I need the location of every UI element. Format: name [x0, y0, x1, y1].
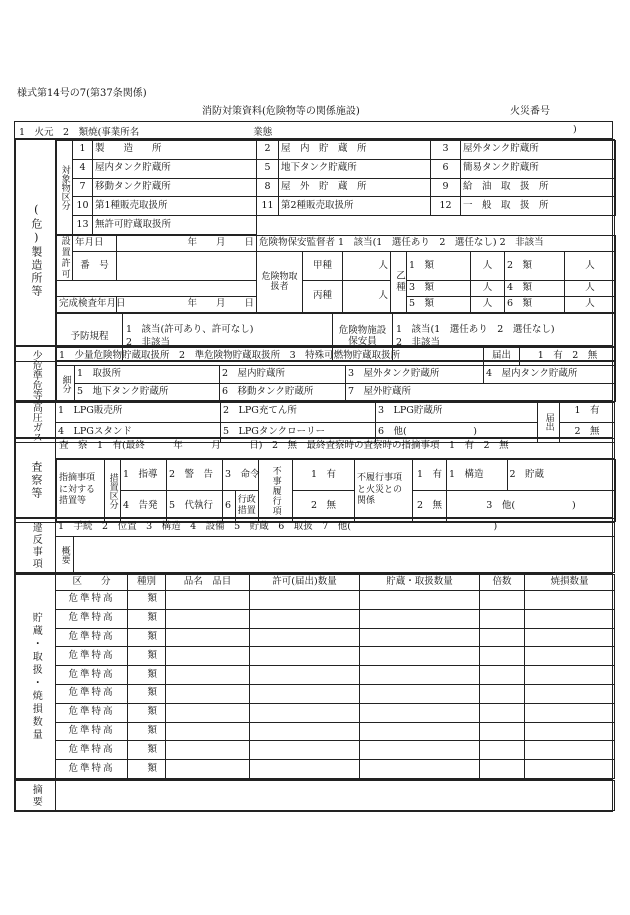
storage-class: 類 [128, 703, 166, 722]
cause-structure: 1 構造 [447, 460, 507, 490]
kou-person: 人 [343, 251, 391, 280]
nonperf-yes: 1 有 [293, 460, 355, 491]
storage-cell[interactable] [480, 666, 525, 685]
storage-cell[interactable] [360, 666, 480, 685]
storage-row [16, 684, 615, 703]
storage-header: 焼損数量 [525, 575, 615, 591]
measure-3: 3 命令 [223, 460, 259, 491]
measure-6: 6 [225, 499, 232, 511]
inspection-row: 査 察 1 有(最終 年 月 日) 2 無 最終査察時の査察時の指摘事項 1 有 2 無 [56, 439, 614, 459]
object-type-name: 屋 内 貯 蔵 所 [279, 141, 431, 160]
storage-header: 種別 [128, 575, 166, 591]
inspection-label: 査察等 [16, 439, 56, 523]
storage-section [14, 573, 613, 780]
storage-cell[interactable] [525, 591, 615, 610]
gas-section [14, 400, 613, 442]
facility-section-label: (危)製造所等 [16, 140, 56, 362]
minor-detail-6: 6 移動タンク貯蔵所 [220, 384, 346, 402]
storage-cell[interactable] [250, 741, 360, 760]
object-type-name: 無許可貯蔵取扱所 [93, 216, 257, 235]
storage-cell[interactable] [480, 609, 525, 628]
storage-header: 貯蔵・取扱数量 [360, 575, 480, 591]
storage-cell[interactable] [250, 647, 360, 666]
object-type-number: 8 [257, 178, 279, 197]
storage-cell[interactable] [480, 760, 525, 779]
origin-close: ) [573, 124, 577, 135]
facility-section [14, 138, 613, 346]
storage-cell[interactable] [480, 703, 525, 722]
handler-label: 危険物取扱者 [257, 251, 303, 312]
storage-cell[interactable] [166, 609, 250, 628]
gas-notice-no: 2 無 [560, 422, 615, 443]
storage-cell[interactable] [360, 609, 480, 628]
permit-spacer [57, 280, 257, 296]
object-type-name: 屋内タンク貯蔵所 [93, 159, 257, 178]
violation-summary-field[interactable] [74, 537, 615, 573]
otsu-2-class: 2 類 [505, 251, 565, 280]
storage-cell[interactable] [480, 722, 525, 741]
storage-cell[interactable] [360, 703, 480, 722]
storage-row [16, 628, 615, 647]
object-type-number: 10 [73, 197, 93, 216]
storage-cell[interactable] [360, 684, 480, 703]
origin-row [14, 121, 613, 139]
storage-cell[interactable] [360, 760, 480, 779]
storage-class: 類 [128, 741, 166, 760]
storage-cell[interactable] [525, 722, 615, 741]
storage-header: 許可(届出)数量 [250, 575, 360, 591]
storage-cell[interactable] [166, 760, 250, 779]
minor-section [14, 345, 613, 401]
otsu-4-person: 人 [565, 280, 616, 296]
storage-cell[interactable] [166, 628, 250, 647]
storage-class: 類 [128, 647, 166, 666]
storage-cell[interactable] [525, 666, 615, 685]
storage-class: 類 [128, 760, 166, 779]
minor-detail-2: 2 屋内貯蔵所 [220, 366, 346, 384]
supervisor-field: 危険物保安監督者 1 該当(1 選任あり 2 選任なし) 2 非該当 [257, 235, 616, 251]
storage-class: 類 [128, 628, 166, 647]
permit-date-value: 年 月 日 [117, 235, 257, 251]
fire-number-label: 火災番号 [510, 106, 550, 117]
storage-row [16, 722, 615, 741]
object-type-number: 1 [73, 141, 93, 160]
minor-type-row: 1 少量危険物貯蔵取扱所 2 準危険物貯蔵取扱所 3 特殊可燃物貯蔵取扱所 [57, 348, 484, 366]
object-type-name: 一 般 取 扱 所 [461, 197, 616, 216]
storage-category: 危準特高 [56, 647, 128, 666]
otsu-3-person: 人 [471, 280, 505, 296]
minor-notice-label: 届出 [484, 348, 520, 366]
object-type-number: 3 [431, 141, 461, 160]
storage-cell[interactable] [525, 684, 615, 703]
object-type-name: 第1種販売取扱所 [93, 197, 257, 216]
storage-category: 危準特高 [56, 628, 128, 647]
measure-label: 指摘事項に対する措置等 [57, 460, 105, 522]
storage-header: 区 分 [56, 575, 128, 591]
object-type-name: 簡易タンク貯蔵所 [461, 159, 616, 178]
storage-cell[interactable] [360, 647, 480, 666]
inspection-date-value: 年 月 日 [117, 296, 257, 312]
minor-detail-1: 1 取扱所 [75, 366, 220, 384]
gas-label: 高圧ガス [16, 402, 56, 443]
otsu-6-class: 6 類 [505, 296, 565, 312]
object-type-blank [257, 216, 616, 235]
storage-class: 類 [128, 722, 166, 741]
storage-cell[interactable] [360, 741, 480, 760]
otsu-1-class: 1 類 [407, 251, 471, 280]
storage-row [16, 647, 615, 666]
prevention-label: 予防規程 [57, 313, 123, 360]
storage-label: 貯蔵・取扱・焼損数量 [16, 575, 56, 779]
gas-item-6: 6 他( ) [376, 422, 538, 443]
otsu-3-class: 3 類 [407, 280, 471, 296]
storage-cell[interactable] [166, 741, 250, 760]
otsu-4-class: 4 類 [505, 280, 565, 296]
storage-cell[interactable] [525, 628, 615, 647]
permit-date-label: 年月日 [73, 235, 117, 251]
origin-text: 1 火元 2 類焼(事業所名 業態 [19, 127, 273, 138]
storage-row [16, 609, 615, 628]
object-type-number: 2 [257, 141, 279, 160]
otsu-2-person: 人 [565, 251, 616, 280]
storage-cell[interactable] [250, 722, 360, 741]
relation-yes: 1 有 [413, 460, 447, 491]
nonperf-label: 不事履行項 [259, 460, 293, 522]
storage-row [16, 741, 615, 760]
storage-row [16, 703, 615, 722]
gas-item-3: 3 LPG貯蔵所 [376, 402, 538, 423]
violation-items: 1 手続 2 位置 3 構造 4 設備 5 貯蔵 6 取扱 7 他( ) [56, 519, 615, 537]
minor-detail-3: 3 屋外タンク貯蔵所 [346, 366, 484, 384]
storage-cell[interactable] [360, 591, 480, 610]
object-type-number: 11 [257, 197, 279, 216]
object-type-number: 7 [73, 178, 93, 197]
storage-category: 危準特高 [56, 591, 128, 610]
object-type-name: 移動タンク貯蔵所 [93, 178, 257, 197]
storage-cell[interactable] [250, 628, 360, 647]
gas-item-4: 4 LPGスタンド [56, 422, 221, 443]
measure-1: 1 指導 [121, 460, 167, 491]
object-type-number: 12 [431, 197, 461, 216]
object-type-number: 4 [73, 159, 93, 178]
facility-staff-option-1: 1 該当(1 選任あり 2 選任なし) [396, 324, 555, 336]
inspection-date-label: 完成検査年月日 [57, 296, 117, 312]
minor-label: 少危準危等 [16, 347, 56, 403]
violation-summary-label: 概要 [56, 537, 74, 573]
gas-item-1: 1 LPG販売所 [56, 402, 221, 423]
storage-category: 危準特高 [56, 741, 128, 760]
otsu-5-person: 人 [471, 296, 505, 312]
storage-category: 危準特高 [56, 666, 128, 685]
storage-cell[interactable] [166, 684, 250, 703]
object-type-number: 9 [431, 178, 461, 197]
object-type-number: 6 [431, 159, 461, 178]
minor-detail-4: 4 屋内タンク貯蔵所 [484, 366, 616, 384]
storage-row [16, 666, 615, 685]
storage-cell[interactable] [250, 760, 360, 779]
object-type-name: 屋外タンク貯蔵所 [461, 141, 616, 160]
prevention-option-1: 1 該当(許可あり、許可なし) [126, 324, 254, 336]
object-type-name: 地下タンク貯蔵所 [279, 159, 431, 178]
storage-cell[interactable] [480, 647, 525, 666]
storage-category: 危準特高 [56, 760, 128, 779]
object-type-name: 製 造 所 [93, 141, 257, 160]
storage-category: 危準特高 [56, 722, 128, 741]
storage-row [16, 591, 615, 610]
minor-detail-7: 7 屋外貯蔵所 [346, 384, 616, 402]
object-type-table [56, 140, 616, 235]
object-type-name: 屋 外 貯 蔵 所 [279, 178, 431, 197]
storage-cell[interactable] [525, 703, 615, 722]
storage-cell[interactable] [480, 684, 525, 703]
gas-notice-label: 届出 [538, 402, 560, 443]
object-type-number: 5 [257, 159, 279, 178]
storage-class: 類 [128, 609, 166, 628]
storage-cell[interactable] [525, 760, 615, 779]
object-type-name: 第2種販売取扱所 [279, 197, 431, 216]
storage-cell[interactable] [250, 591, 360, 610]
storage-cell[interactable] [360, 628, 480, 647]
otsu-1-person: 人 [471, 251, 505, 280]
hei-person: 人 [343, 280, 391, 312]
cause-storage: 2 貯蔵 [509, 468, 545, 480]
storage-cell[interactable] [166, 591, 250, 610]
storage-class: 類 [128, 666, 166, 685]
class-label: 措置区分 [105, 460, 121, 522]
nonperf-no: 2 無 [293, 491, 355, 522]
storage-cell[interactable] [166, 666, 250, 685]
storage-cell[interactable] [166, 722, 250, 741]
remarks-section [14, 779, 613, 812]
remarks-field[interactable] [56, 781, 615, 811]
hei-label: 丙種 [303, 280, 343, 312]
storage-class: 類 [128, 684, 166, 703]
remarks-label: 摘要 [16, 781, 56, 811]
storage-cell[interactable] [360, 722, 480, 741]
object-type-number: 13 [73, 216, 93, 235]
storage-category: 危準特高 [56, 703, 128, 722]
permit-table [56, 235, 616, 313]
storage-class: 類 [128, 591, 166, 610]
permit-label: 設置許可 [57, 235, 73, 280]
minor-notice-value: 1 有 2 無 [520, 348, 616, 366]
kou-label: 甲種 [303, 251, 343, 280]
gas-item-2: 2 LPG充てん所 [221, 402, 376, 423]
storage-cell[interactable] [525, 609, 615, 628]
storage-cell[interactable] [166, 703, 250, 722]
object-type-name: 給 油 取 扱 所 [461, 178, 616, 197]
storage-cell[interactable] [250, 703, 360, 722]
form-number: 様式第14号の7(第37条関係) [17, 88, 147, 99]
storage-cell[interactable] [250, 684, 360, 703]
nonperf-fire-label: 不履行事項と火災との関係 [355, 460, 413, 522]
admin-label: 行政措置 [235, 491, 258, 521]
permit-number-value[interactable] [117, 251, 257, 280]
violation-section [14, 517, 613, 574]
storage-cell[interactable] [525, 647, 615, 666]
otsu-5-class: 5 類 [407, 296, 471, 312]
minor-detail-label: 細分 [57, 366, 75, 402]
facility-staff-option-2: 2 非該当 [396, 336, 441, 348]
storage-cell[interactable] [480, 741, 525, 760]
permit-number-label: 番 号 [73, 251, 117, 280]
storage-cell[interactable] [250, 609, 360, 628]
measure-5: 5 代執行 [167, 491, 223, 522]
otsu-6-person: 人 [565, 296, 616, 312]
storage-header: 品名 品目 [166, 575, 250, 591]
relation-no: 2 無 [413, 491, 447, 522]
measure-4: 4 告発 [121, 491, 167, 522]
violation-label: 違反事項 [16, 519, 56, 573]
cause-other: 3 他( ) [447, 491, 616, 522]
storage-cell[interactable] [250, 666, 360, 685]
storage-category: 危準特高 [56, 684, 128, 703]
object-type-label: 対象物区分 [57, 141, 73, 235]
storage-header: 倍数 [480, 575, 525, 591]
otsu-label: 乙種 [391, 251, 407, 312]
measure-2: 2 警 告 [167, 460, 223, 491]
minor-detail-5: 5 地下タンク貯蔵所 [75, 384, 220, 402]
storage-cell[interactable] [480, 628, 525, 647]
gas-item-5: 5 LPGタンクローリー [221, 422, 376, 443]
gas-notice-yes: 1 有 [560, 402, 615, 423]
storage-cell[interactable] [480, 591, 525, 610]
storage-cell[interactable] [166, 647, 250, 666]
inspection-section [14, 437, 613, 518]
prevention-option-2: 2 非該当 [126, 336, 171, 348]
form-title: 消防対策資料(危険物等の関係施設) [202, 106, 360, 117]
facility-staff-label: 危険物施設保安員 [333, 313, 393, 360]
storage-category: 危準特高 [56, 609, 128, 628]
storage-cell[interactable] [525, 741, 615, 760]
storage-row [16, 760, 615, 779]
